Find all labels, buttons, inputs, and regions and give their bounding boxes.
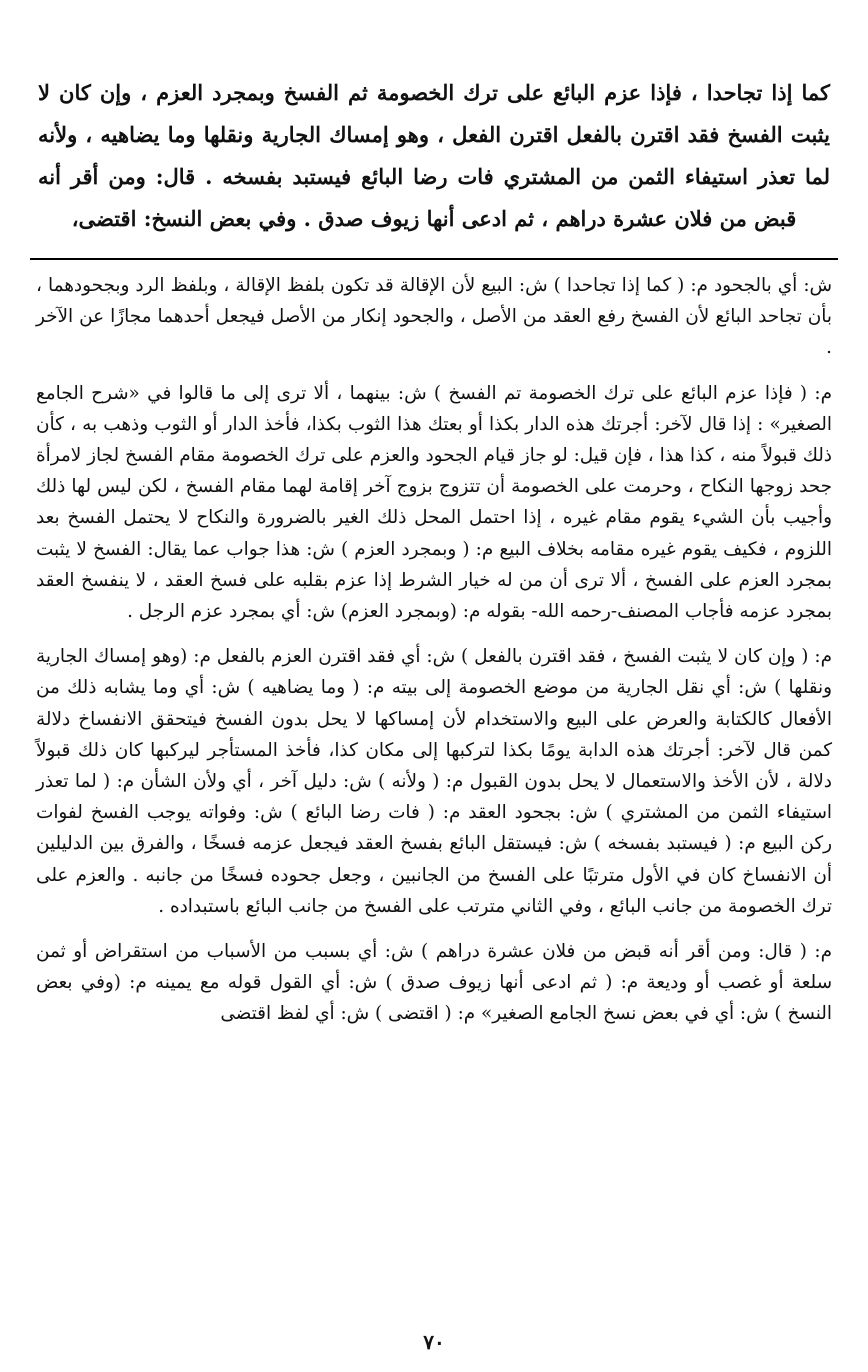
commentary-paragraph: ش: أي بالجحود م: ( كما إذا تجاحدا ) ش: البيع لأن الإقالة قد تكون بلفظ الإقالة ، وبلفظ الرد وبجحودهما ، بأن تجاحد البائع لأن الفسخ رفع العقد من الأصل ، والجحود إنكار من الأصل فيجعل أحدهما مجازًا عن الآخر . (36, 275, 832, 359)
commentary-paragraph: م: ( وإن كان لا يثبت الفسخ ، فقد اقترن بالفعل ) ش: أي فقد اقترن العزم بالفعل م: (وهو إمساك الجارية ونقلها ) ش: أي نقل الجارية من موضع الخصومة إلى بيته م: ( وما يضاهيه ) ش: أي وما يشابه ذلك من الأفعال كالكتابة والعرض على البيع والاستخدام لأن إمساكها لا يحل بدون الفسخ فيتحقق الانفساخ دلالة كمن قال لآخر: أجرتك هذه الدابة يومًا بكذا لتركبها إلى مكان كذا، فأخذ المستأجر ليركبها كان ذلك قبولاً دلالة ، لأن الأخذ والاستعمال لا يحل بدون القبول م: ( ولأنه ) ش: دليل آخر ، أي ولأن الشأن م: ( لما تعذر استيفاء الثمن من المشتري ) ش: بجحود العقد م: ( فات رضا البائع ) ش: وفواته يوجب الفسخ لفوات ركن البيع م: ( فيستبد بفسخه ) ش: فيستقل البائع بفسخ العقد فيجعل عزمه فسخًا ، والفرق بين الدليلين أن الانفساخ كان في الأول مترتبًا على الفسخ من الجانبين ، وجعل جحوده فسخًا من جانبه . والعزم على ترك الخصومة من جانب البائع ، وفي الثاني مترتب على الفسخ من جانب البائع باستبداده . (36, 646, 832, 917)
main-text: كما إذا تجاحدا ، فإذا عزم البائع على ترك الخصومة ثم الفسخ وبمجرد العزم ، وإن كان لا يثبت الفسخ فقد اقترن بالفعل اقترن الفعل ، وهو إمساك الجارية ونقلها وما يضاهيه ، ولأنه لما تعذر استيفاء الثمن من المشتري فات رضا البائع فيستبد بفسخه . قال: ومن أقر أنه قبض من فلان عشرة دراهم ، ثم ادعى أنها زيوف صدق . وفي بعض النسخ: اقتضى، (38, 80, 830, 231)
page-number: ٧٠ (423, 1330, 445, 1354)
divider-line (30, 258, 838, 260)
commentary-paragraph: م: ( فإذا عزم البائع على ترك الخصومة تم الفسخ ) ش: بينهما ، ألا ترى إلى ما قالوا في «شرح الجامع الصغير» : إذا قال لآخر: أجرتك هذه الدار بكذا أو بعتك هذا الثوب بكذا، فأخذ الدار أو الثوب وذهب به ، كأن ذلك قبولاً منه ، كذا هذا ، فإن قيل: لو جاز قيام الجحود والعزم على ترك الخصومة مقام الفسخ لجاز لامرأة جحد زوجها النكاح ، وحرمت على الخصومة أن تتزوج بزوج آخر إقامة لهما مقام الفسخ ، لكن ليس لها ذلك وأجيب بأن الشيء يقوم مقام غيره ، إذا احتمل المحل ذلك الغير بالضرورة والنكاح لا يحتمل الفسخ بعد اللزوم ، فكيف يقوم غيره مقامه بخلاف البيع م: ( وبمجرد العزم ) ش: هذا جواب عما يقال: الفسخ لا يثبت بمجرد العزم على الفسخ ، ألا ترى أن من له خيار الشرط إذا عزم بقلبه على فسخ العقد ، لا ينفسخ العقد بمجرد عزمه فأجاب المصنف-رحمه الله- بقوله م: (وبمجرد العزم) ش: أي بمجرد عزم الرجل . (36, 382, 832, 623)
commentary-paragraph: م: ( قال: ومن أقر أنه قبض من فلان عشرة دراهم ) ش: أي بسبب من الأسباب من استقراض أو ثمن سلعة أو غصب أو وديعة م: ( ثم ادعى أنها زيوف صدق ) ش: أي القول قوله مع يمينه م: (وفي بعض النسخ ) ش: أي في بعض نسخ الجامع الصغير» م: ( اقتضى ) ش: أي لفظ اقتضى (36, 941, 832, 1025)
commentary (36, 270, 832, 1030)
document-page (30, 72, 838, 1372)
